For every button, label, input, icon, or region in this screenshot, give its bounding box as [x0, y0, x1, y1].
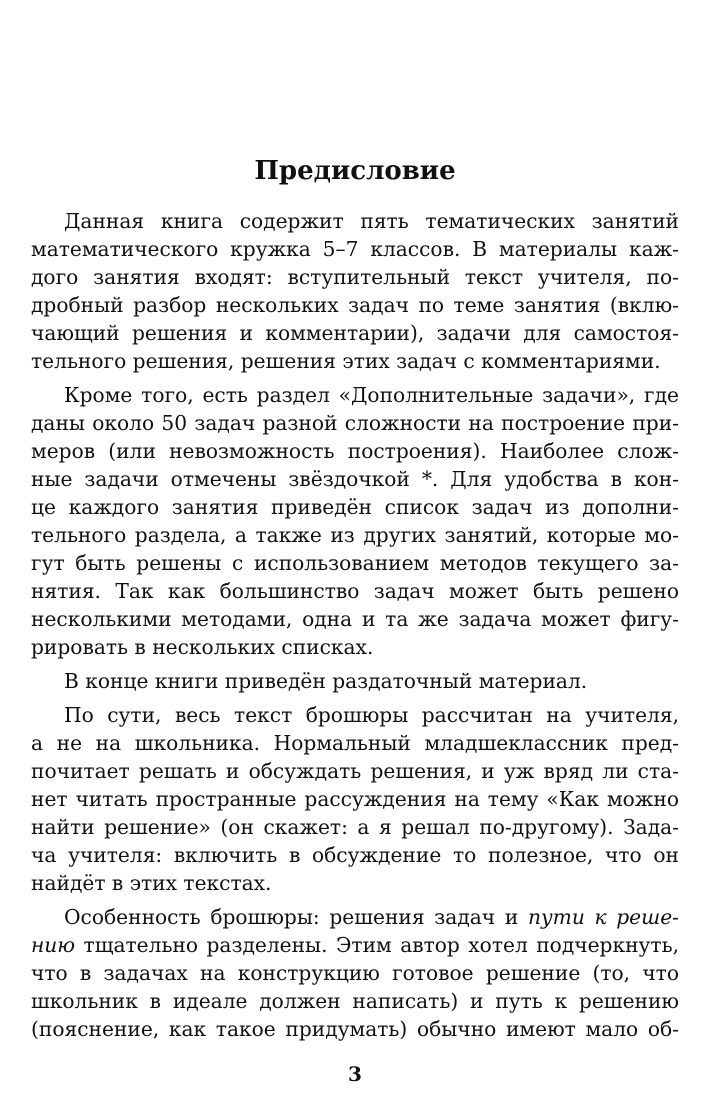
text-line: Кроме того, есть раздел «Дополнительные задачи», где [64, 383, 679, 407]
page-title: Предисловие [254, 156, 456, 186]
text-line: найдёт в этих текстах. [31, 871, 272, 895]
text-line: нятия. Так как большинство задач может быть решено [31, 579, 679, 603]
italic-phrase: пути к реше- [527, 905, 680, 929]
text-line: дого занятия входят: вступительный текст учителя, по- [31, 265, 679, 289]
text-line: рировать в нескольких списках. [31, 635, 374, 659]
text-line: (пояснение, как такое придумать) обычно имеют мало об- [31, 1017, 679, 1041]
text-line: дробный разбор нескольких задач по теме занятия (вклю- [31, 293, 679, 317]
text-line: школьник в идеале должен написать) и путь к решению [31, 989, 679, 1013]
text-line: почитает решать и обсуждать решения, и уж вряд ли ста- [31, 759, 679, 783]
text-line: даны около 50 задач разной сложности на построение при- [31, 411, 679, 435]
text-segment: тщательно разделены. Этим автор хотел подчеркнуть, [83, 933, 679, 957]
text-line: математического кружка 5–7 классов. В материалы каж- [31, 237, 679, 261]
book-page [31, 0, 679, 1099]
text-line: чающий решения и комментарии), задачи для самостоя- [31, 321, 679, 345]
text-line: гут быть решены с использованием методов текущего за- [31, 551, 679, 575]
page-number: 3 [348, 1062, 362, 1086]
text-segment: Особенность брошюры: решения задач и [64, 905, 519, 929]
text-line: По сути, весь текст брошюры рассчитан на учителя, [64, 703, 679, 727]
text-line: а не на школьника. Нормальный младшеклассник пред- [31, 731, 679, 755]
text-line [31, 931, 679, 959]
text-line: ча учителя: включить в обсуждение то полезное, что он [31, 843, 679, 867]
text-line: нет читать пространные рассуждения на тему «Как можно [31, 787, 679, 811]
text-line: В конце книги приведён раздаточный материал. [64, 669, 588, 693]
text-line: це каждого занятия приведён список задач из дополни- [31, 495, 679, 519]
text-line: ные задачи отмечены звёздочкой *. Для удобства в кон- [31, 467, 679, 491]
text-line: найти решение» (он скажет: а я решал по-другому). Зада- [31, 815, 679, 839]
text-line: тельного решения, решения этих задач с комментариями. [31, 349, 661, 373]
text-line: что в задачах на конструкцию готовое решение (то, что [31, 961, 679, 985]
text-line [64, 903, 679, 931]
italic-phrase: нию [31, 933, 76, 957]
text-line: тельного раздела, а также из других занятий, которые мо- [31, 523, 679, 547]
text-line: Данная книга содержит пять тематических занятий [64, 209, 679, 233]
text-line: меров (или невозможность построения). Наиболее слож- [31, 439, 679, 463]
text-line: несколькими методами, одна и та же задача может фигу- [31, 607, 679, 631]
